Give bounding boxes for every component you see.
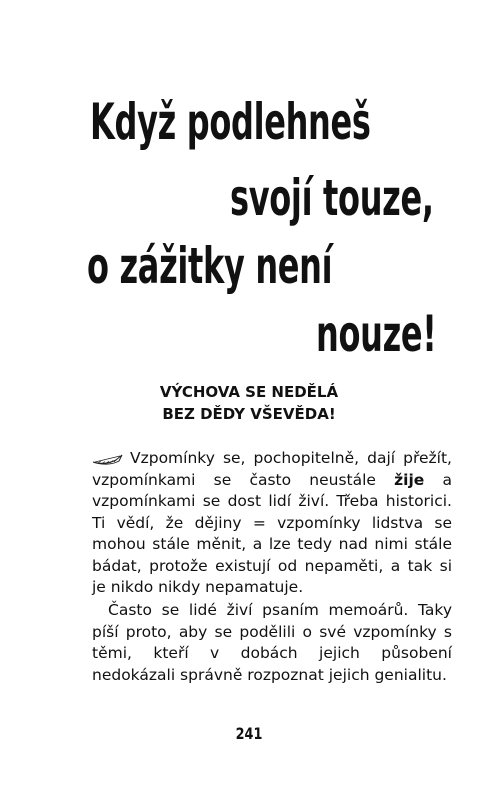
feather-quill-icon (92, 450, 124, 462)
subtitle-line-1: VÝCHOVA SE NEDĚLÁ (159, 383, 339, 401)
heading-line-3: o zážitky není (87, 237, 333, 295)
heading-line-1: Když podlehneš (90, 93, 371, 151)
body-paragraph-2: Často se lidé živí psaním memoárů. Taky píší proto, aby se podělili o své vzpomínky s těmi, kteří v dobách jejich působení nedokázali správně rozpoznat jejich genialitu. (92, 601, 452, 684)
body-paragraph-1 (92, 448, 452, 599)
emphasized-word: žije (394, 470, 425, 489)
heading-line-2: svojí touze, (230, 169, 434, 227)
body-paragraph-1-text-start: Vzpomínky se, pochopitelně, dají přežít, vzpomínkami se často neustále (92, 449, 452, 489)
body-paragraph-1-text-end: a vzpomínkami se dost lidí živí. Třeba historici. Ti vědí, že dějiny = vzpomínky lidstva se mohou stále měnit, a lze tedy nad nimi stále bádat, protože existují od nepaměti, a tak si je nikdo nikdy nepamatuje. (92, 470, 452, 596)
heading-line-4: nouze! (316, 305, 437, 363)
subtitle-line-2: BEZ DĚDY VŠEVĚDA! (162, 405, 336, 423)
page-number: 241 (235, 724, 263, 743)
